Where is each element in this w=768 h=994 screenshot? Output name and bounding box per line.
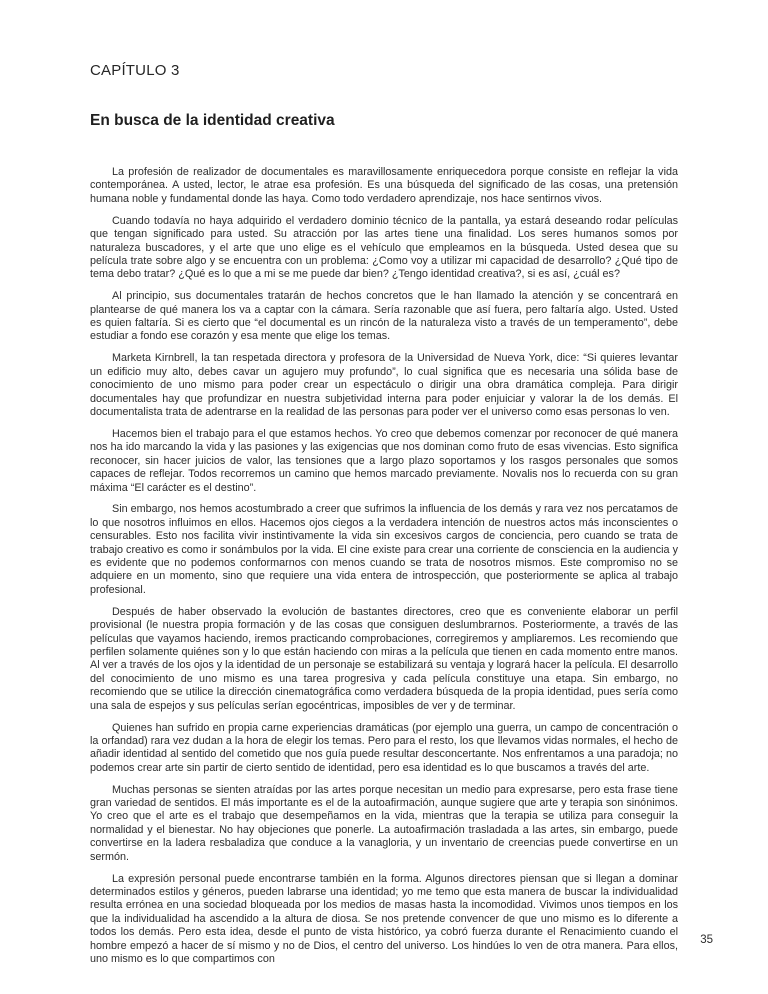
paragraph: Al principio, sus documentales tratarán de hechos concretos que le han llamado la atención y se concentrará en plantearse de qué manera los va a captar con la cámara. Sería razonable que así fuera, pero faltaría algo. Usted. Usted es quien faltaría. Si es cierto que “el documental es un rincón de la naturaleza visto a través de un temperamento”, debe estudiar a fondo ese corazón y esa mente que elige los temas. [90,290,678,343]
body-text [90,166,678,966]
chapter-label: CAPÍTULO 3 [90,62,180,79]
paragraph: Sin embargo, nos hemos acostumbrado a creer que sufrimos la influencia de los demás y rara vez nos percatamos de lo que nosotros influimos en ellos. Hacemos ojos ciegos a la verdadera intención de nuestros actos más inconscientes o censurables. Esto nos facilita vivir instintivamente la vida sin excesivos cargos de conciencia, pero cuando se trata de trabajo creativo es como ir sonámbulos por la vida. El cine existe para crear una corriente de consciencia en la audiencia y es evidente que no podemos conformarnos con menos cuando se trata de nosotros mismos. Este compromiso no se adquiere en un momento, sino que requiere una vida entera de introspección, que posteriormente se aplica al trabajo profesional. [90,503,678,596]
paragraph: Marketa Kirnbrell, la tan respetada directora y profesora de la Universidad de Nueva York, dice: “Si quieres levantar un edificio muy alto, debes cavar un agujero muy profundo”, lo cual significa que es necesaria una sólida base de conocimiento de uno mismo para poder crear un espectáculo o dirigir una obra dramática compleja. Para dirigir documentales hay que profundizar en nuestra subjetividad interna para poder enjuiciar y valorar la de los demás. El documentalista trata de adentrarse en la realidad de las personas para poder ver el universo como esas personas lo ven. [90,352,678,418]
paragraph: Después de haber observado la evolución de bastantes directores, creo que es conveniente elaborar un perfil provisional (le nuestra propia formación y de las cosas que consiguen deslumbrarnos. Posteriormente, a través de las películas que vayamos haciendo, iremos practicando comprobaciones, corregiremos y ampliaremos. Les recomiendo que perfilen solamente quiénes son y lo que están haciendo con miras a la película que tienen en cada momento entre manos. Al ver a través de los ojos y la identidad de un personaje se estabilizará su ventaja y logrará hacer la película. El desarrollo del conocimiento de uno mismo es una tarea progresiva y cada película constituye una etapa. Sin embargo, no recomiendo que se utilice la dirección cinematográfica como verdadera búsqueda de la propia identidad, pues sería como una sala de espejos y sus películas serían egocéntricas, imposibles de ver y de terminar. [90,605,678,712]
page-title: En busca de la identidad creativa [90,112,335,129]
paragraph: La profesión de realizador de documentales es maravillosamente enriquecedora porque consiste en reflejar la vida contemporánea. A usted, lector, le atrae esa profesión. Es una búsqueda del significado de las cosas, una pretensión humana noble y fundamental donde las haya. Como todo verdadero aprendizaje, nos hace sentirnos vivos. [90,166,678,205]
paragraph: Cuando todavía no haya adquirido el verdadero dominio técnico de la pantalla, ya estará deseando rodar películas que tengan significado para usted. Su atracción por las artes tiene una finalidad. Los seres humanos somos por naturaleza buscadores, y el arte que uno elige es el vehículo que empleamos en la búsqueda. Usted desea que su película trate sobre algo y se encuentra con un problema: ¿Como voy a utilizar mi capacidad de desarrollo? ¿Qué tipo de tema debo tratar? ¿Qué es lo que a mi se me puede dar bien? ¿Tengo identidad creativa?, si es así, ¿cuál es? [90,214,678,281]
paragraph: Hacemos bien el trabajo para el que estamos hechos. Yo creo que debemos comenzar por reconocer de qué manera nos ha ido marcando la vida y las pasiones y las exigencias que nos dominan como fruto de esas vivencias. Esto significa reconocer, sin hacer juicios de valor, las tensiones que a largo plazo soportamos y los rasgos personales que somos capaces de reflejar. Todos recorremos un camino que hemos marcado previamente. Novalis nos lo recuerda con su gran máxima “El carácter es el destino”. [90,427,678,494]
paragraph: Quienes han sufrido en propia carne experiencias dramáticas (por ejemplo una guerra, un campo de concentración o la orfandad) rara vez dudan a la hora de elegir los temas. Pero para el resto, los que llevamos vidas normales, el hecho de añadir identidad al sentido del cometido que nos guía puede resultar desconcertante. Nos enfrentamos a una paradoja; no podemos crear arte sin partir de cierto sentido de identidad, pero esa identidad es lo que buscamos a través del arte. [90,721,678,774]
paragraph: La expresión personal puede encontrarse también en la forma. Algunos directores piensan que si llegan a dominar determinados estilos y géneros, pueden labrarse una identidad; yo me temo que esta manera de buscar la individualidad resulta errónea en una sociedad bloqueada por los medios de masas hasta la incomodidad. Vivimos unos tiempos en los que la individualidad ha ascendido a la altura de diosa. Se nos pretende convencer de que uno mismo es lo diferente a todos los demás. Pero esta idea, desde el punto de vista histórico, ya cobró fuerza durante el Renacimiento cuando el hombre empezó a hacer de sí mismo y no de Dios, el centro del universo. Los hindúes lo ven de otra manera. Para ellos, uno mismo es lo que compartimos con [90,872,678,966]
page-number: 35 [700,934,713,946]
paragraph: Muchas personas se sienten atraídas por las artes porque necesitan un medio para expresarse, pero esta frase tiene gran variedad de sentidos. El más importante es el de la autoafirmación, aunque sugiere que arte y terapia son sinónimos. Yo creo que el arte es el trabajo que desempeñamos en la vida, mientras que la terapia se utiliza para conseguir la normalidad y el bienestar. No hay objeciones que ponerle. La autoafirmación trasladada a las artes, sin embargo, puede convertirse en la ladera resbaladiza que conduce a la vanagloria, y un inventario de creencias puede convertirse en un sermón. [90,783,678,863]
